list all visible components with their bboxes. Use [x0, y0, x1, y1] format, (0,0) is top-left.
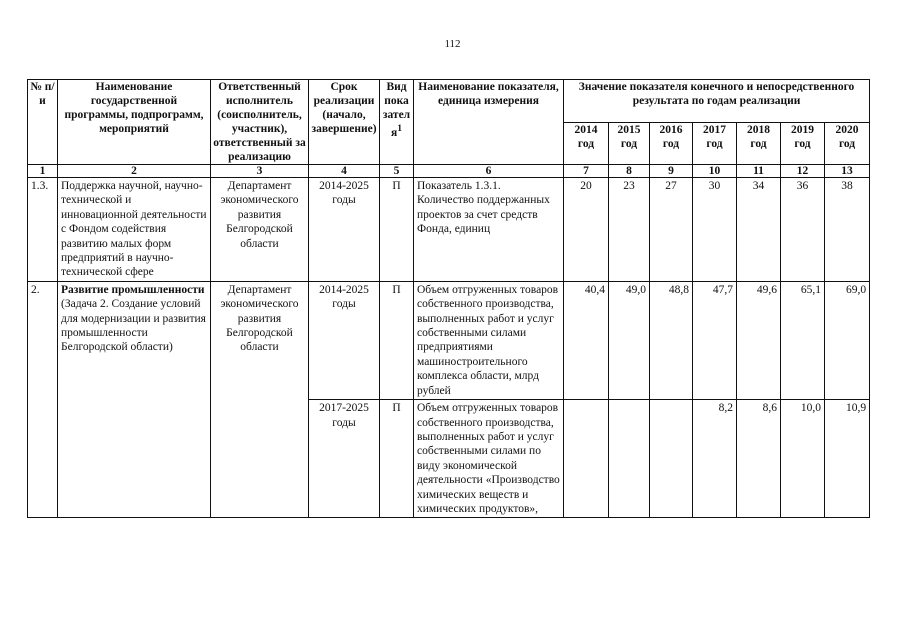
value-cell: 27 — [650, 178, 693, 282]
header-col-kind-text: Вид показателя — [382, 81, 411, 139]
header-year: 2016 год — [650, 122, 693, 165]
value-cell: 49,0 — [609, 281, 650, 399]
value-cell: 8,6 — [737, 400, 781, 518]
indicator-name: Объем отгруженных товаров собственного производства, выполненных работ и услуг собственными силами по виду экономической деятельности «Производство химических веществ и химических продуктов», — [414, 400, 564, 518]
column-number: 9 — [650, 165, 693, 178]
value-cell — [650, 400, 693, 518]
page-number: 112 — [444, 38, 461, 50]
measure-name-text: Поддержка научной, научно-технической и инновационной деятельности с Фондом содействия развитию малых форм предприятий в научно-технической сфере — [61, 180, 207, 279]
indicator-kind: П — [380, 281, 414, 399]
column-number: 5 — [380, 165, 414, 178]
row-number: 1.3. — [28, 178, 58, 282]
value-cell: 23 — [609, 178, 650, 282]
header-year: 2019 год — [781, 122, 825, 165]
value-cell: 65,1 — [781, 281, 825, 399]
header-col-kind-footnote: 1 — [397, 123, 403, 134]
header-col-kind — [380, 80, 414, 165]
value-cell: 10,0 — [781, 400, 825, 518]
header-col-term: Срок реализации (начало, завершение) — [309, 80, 380, 165]
value-cell — [609, 400, 650, 518]
column-numbers-row — [28, 165, 870, 178]
indicator-name: Показатель 1.3.1. Количество поддержанных проектов за счет средств Фонда, единиц — [414, 178, 564, 282]
value-cell: 40,4 — [564, 281, 609, 399]
value-cell: 20 — [564, 178, 609, 282]
indicator-name: Объем отгруженных товаров собственного производства, выполненных работ и услуг собственными силами предприятиями машиностроительного комплекса области, млрд рублей — [414, 281, 564, 399]
column-number: 4 — [309, 165, 380, 178]
column-number: 13 — [825, 165, 870, 178]
value-cell: 48,8 — [650, 281, 693, 399]
header-year: 2015 год — [609, 122, 650, 165]
column-number: 2 — [58, 165, 211, 178]
column-number: 10 — [693, 165, 737, 178]
indicator-kind: П — [380, 400, 414, 518]
column-number: 8 — [609, 165, 650, 178]
column-number: 7 — [564, 165, 609, 178]
row-number: 2. — [28, 281, 58, 518]
measure-name — [58, 281, 211, 518]
term: 2014-2025 годы — [309, 178, 380, 282]
value-cell: 38 — [825, 178, 870, 282]
measure-name — [58, 178, 211, 282]
measure-name-text: (Задача 2. Создание условий для модернизации и развития промышленности Белгородской области) — [61, 298, 206, 354]
header-col-values-group: Значение показателя конечного и непосредственного результата по годам реализации — [564, 80, 870, 123]
executor: Департамент экономического развития Белгородской области — [211, 281, 309, 518]
term: 2014-2025 годы — [309, 281, 380, 399]
indicator-kind: П — [380, 178, 414, 282]
value-cell — [564, 400, 609, 518]
header-col-name: Наименование государственной программы, подпрограмм, мероприятий — [58, 80, 211, 165]
value-cell: 49,6 — [737, 281, 781, 399]
value-cell: 34 — [737, 178, 781, 282]
header-year: 2014 год — [564, 122, 609, 165]
column-number: 1 — [28, 165, 58, 178]
column-number: 12 — [781, 165, 825, 178]
value-cell: 69,0 — [825, 281, 870, 399]
header-row-1 — [28, 80, 870, 123]
header-year: 2018 год — [737, 122, 781, 165]
measure-name-bold: Развитие промышленности — [61, 283, 205, 296]
table-row — [28, 178, 870, 282]
column-number: 6 — [414, 165, 564, 178]
header-col-indicator: Наименование показателя, единица измерения — [414, 80, 564, 165]
header-col-no: № п/и — [28, 80, 58, 165]
column-number: 11 — [737, 165, 781, 178]
header-year: 2020 год — [825, 122, 870, 165]
value-cell: 10,9 — [825, 400, 870, 518]
column-number: 3 — [211, 165, 309, 178]
header-year: 2017 год — [693, 122, 737, 165]
value-cell: 8,2 — [693, 400, 737, 518]
indicators-table — [27, 79, 870, 518]
table-row — [28, 281, 870, 399]
header-col-executor: Ответственный исполнитель (соисполнитель, участник), ответственный за реализацию — [211, 80, 309, 165]
term: 2017-2025 годы — [309, 400, 380, 518]
value-cell: 30 — [693, 178, 737, 282]
value-cell: 47,7 — [693, 281, 737, 399]
value-cell: 36 — [781, 178, 825, 282]
executor: Департамент экономического развития Белгородской области — [211, 178, 309, 282]
